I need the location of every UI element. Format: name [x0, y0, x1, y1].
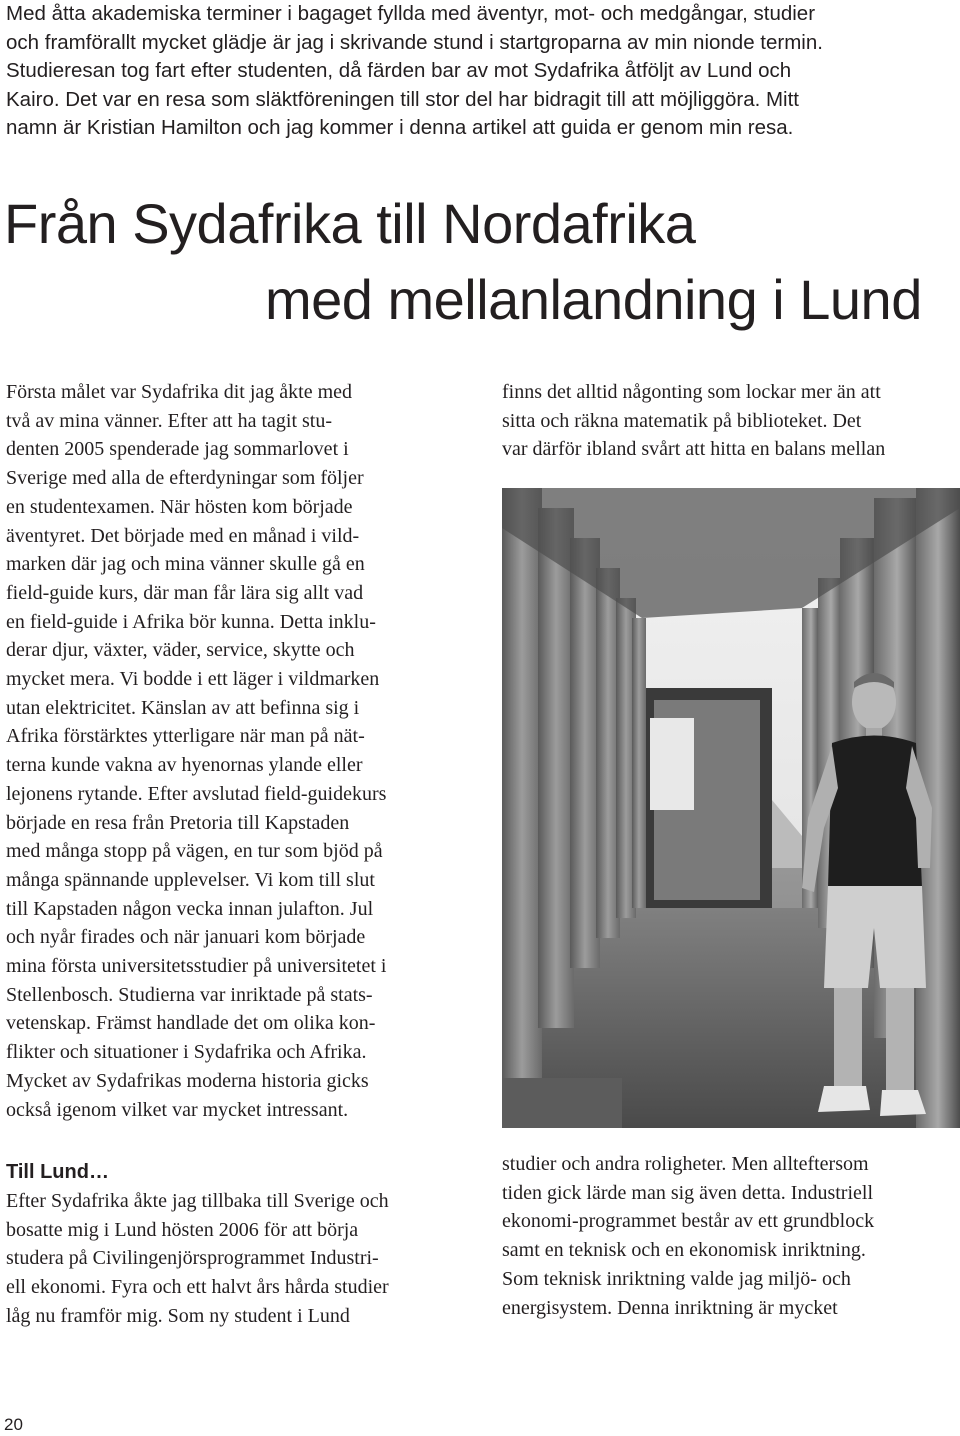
body-line: med många stopp på vägen, en tur som bjöd på	[6, 840, 383, 863]
temple-photo	[502, 488, 960, 1128]
body-line: lejonens rytande. Efter avslutad field-guidekurs	[6, 782, 387, 805]
body-line: många spännande upplevelser. Vi kom till slut	[6, 868, 375, 891]
headline-line-2: med mellanlandning i Lund	[265, 268, 922, 331]
body-line: äventyret. Det började med en månad i vild-	[6, 524, 360, 547]
body-line: finns det alltid någonting som lockar mer än att	[502, 381, 881, 403]
headline-line-1: Från Sydafrika till Nordafrika	[4, 192, 696, 255]
section-subheading: Till Lund…	[6, 1161, 109, 1184]
page-number: 20	[4, 1415, 23, 1434]
body-line: en studentexamen. När hösten kom började	[6, 495, 353, 518]
body-line: utan elektricitet. Känslan av att befinna sig i	[6, 696, 360, 719]
body-line: mycket mera. Vi bodde i ett läger i vildmarken	[6, 668, 380, 691]
body-line: och nyår firades och när januari kom började	[6, 926, 366, 949]
body-line: låg nu framför mig. Som ny student i Lund	[6, 1304, 350, 1327]
body-line: Som teknisk inriktning valde jag miljö- och	[502, 1267, 851, 1290]
body-line: energisystem. Denna inriktning är mycket	[502, 1296, 838, 1319]
body-line: Efter Sydafrika åkte jag tillbaka till Sverige och	[6, 1189, 389, 1212]
temple-photo-illustration	[502, 488, 960, 1128]
body-line: samt en teknisk och en ekonomisk inriktning.	[502, 1239, 866, 1262]
body-line: Första målet var Sydafrika dit jag åkte med	[6, 381, 353, 403]
body-line: ell ekonomi. Fyra och ett halvt års hårda studier	[6, 1276, 389, 1299]
body-line: derar djur, växter, väder, service, skytte och	[6, 639, 355, 662]
body-line: denten 2005 spenderade jag sommarlovet i	[6, 438, 349, 461]
body-line: terna kunde vakna av hyenornas ylande eller	[6, 754, 363, 777]
body-line: var därför ibland svårt att hitta en balans mellan	[502, 438, 886, 461]
body-line: studera på Civilingenjörsprogrammet Industri-	[6, 1247, 379, 1270]
body-line: field-guide kurs, där man får lära sig allt vad	[6, 581, 364, 604]
body-line: Mycket av Sydafrikas moderna historia gicks	[6, 1069, 369, 1092]
body-line: sitta och räkna matematik på biblioteket. Det	[502, 409, 862, 432]
body-line: Stellenbosch. Studierna var inriktade på stats-	[6, 983, 373, 1006]
body-line: bosatte mig i Lund hösten 2006 för att börja	[6, 1218, 359, 1241]
body-line: till Kapstaden någon vecka innan julafton. Jul	[6, 897, 374, 920]
body-line: två av mina vänner. Efter att ha tagit stu-	[6, 409, 332, 432]
left-column	[6, 378, 466, 1331]
intro-line: och framförallt mycket glädje är jag i skrivande stund i startgroparna av min nionde termin.	[6, 30, 823, 54]
intro-paragraph	[6, 0, 956, 143]
intro-line: Studieresan tog fart efter studenten, då färden bar av mot Sydafrika åtföljt av Lund och	[6, 59, 792, 82]
right-column-bottom	[502, 1150, 960, 1322]
intro-line: Kairo. Det var en resa som släktföreningen till stor del har bidragit till att möjliggöra. Mitt	[6, 87, 800, 111]
body-line: Sverige med alla de efterdyningar som följer	[6, 467, 364, 490]
body-line: en field-guide i Afrika bör kunna. Detta inklu-	[6, 610, 376, 633]
body-line: marken där jag och mina vänner skulle gå en	[6, 553, 365, 576]
right-column-top	[502, 378, 960, 464]
body-line: tiden gick lärde man sig även detta. Industriell	[502, 1181, 873, 1204]
intro-line: Med åtta akademiska terminer i bagaget fyllda med äventyr, mot- och medgångar, studier	[6, 2, 816, 25]
body-line: flikter och situationer i Sydafrika och Afrika.	[6, 1041, 367, 1064]
intro-line: namn är Kristian Hamilton och jag kommer i denna artikel att guida er genom min resa.	[6, 116, 794, 139]
body-line: började en resa från Pretoria till Kapstaden	[6, 811, 350, 834]
article-headline	[0, 186, 960, 338]
body-line: också igenom vilket var mycket intressant.	[6, 1098, 349, 1121]
body-line: studier och andra roligheter. Men allteftersom	[502, 1153, 869, 1175]
body-line: mina första universitetsstudier på universitetet i	[6, 955, 387, 978]
body-line: vetenskap. Främst handlade det om olika kon-	[6, 1012, 376, 1035]
body-line: Afrika förstärktes ytterligare när man på nät-	[6, 725, 365, 748]
body-line: ekonomi-programmet består av ett grundblock	[502, 1210, 875, 1233]
